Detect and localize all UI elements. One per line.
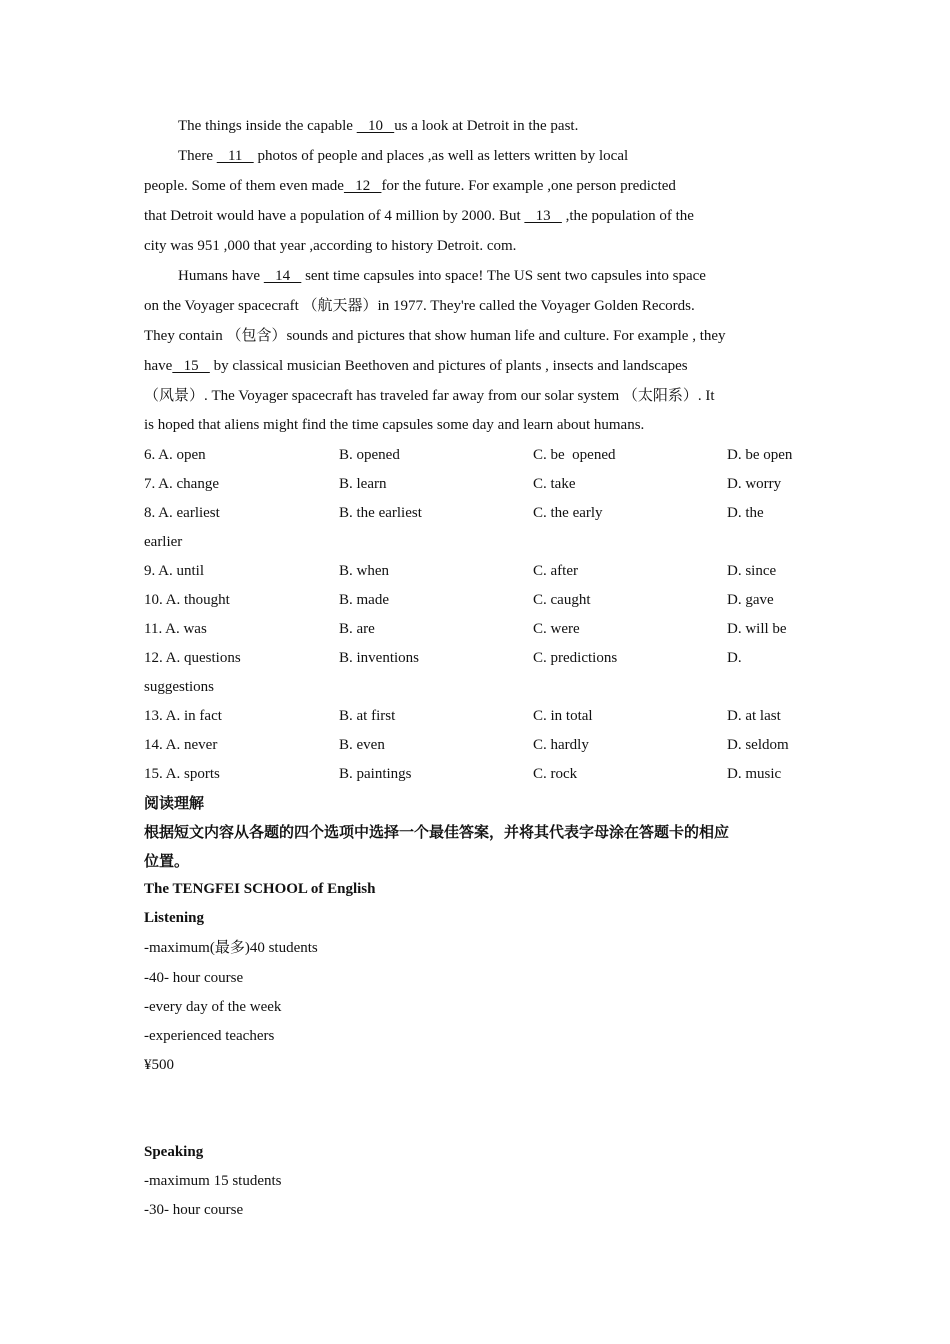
speaking-item: -maximum 15 students	[144, 1173, 282, 1189]
instruction-line: 位置。	[144, 852, 190, 870]
option-d: D. seldom	[727, 737, 789, 753]
option-a: 13. A. in fact	[144, 708, 222, 724]
passage-line: The things inside the capable 10 us a look at Detroit in the past.	[178, 118, 579, 134]
passage-line: （风景）. The Voyager spacecraft has traveled far away from our solar system （太阳系）. It	[144, 388, 715, 404]
option-b: B. even	[339, 737, 385, 753]
option-d: D. music	[727, 766, 782, 782]
option-b: B. when	[339, 563, 389, 579]
option-c: C. rock	[533, 766, 578, 782]
option-b: B. the earliest	[339, 505, 422, 521]
option-c: C. take	[533, 476, 576, 492]
option-c: C. be opened	[533, 447, 616, 463]
passage-line: is hoped that aliens might find the time capsules some day and learn about humans.	[144, 417, 645, 433]
listening-item: -every day of the week	[144, 999, 282, 1015]
option-c: C. the early	[533, 505, 603, 521]
option-c: C. in total	[533, 708, 593, 724]
listening-item: -40- hour course	[144, 970, 244, 986]
option-d: D. worry	[727, 476, 782, 492]
listening-title: Listening	[144, 910, 205, 926]
passage-line: They contain （包含）sounds and pictures that show human life and culture. For example , they	[144, 328, 726, 344]
option-b: B. paintings	[339, 766, 412, 782]
option-a: 14. A. never	[144, 737, 218, 753]
listening-item: -maximum(最多)40 students	[144, 940, 318, 956]
option-a: 12. A. questions	[144, 650, 241, 666]
option-wrap-text: earlier	[144, 534, 183, 550]
option-a: 6. A. open	[144, 447, 206, 463]
option-c: C. predictions	[533, 650, 618, 666]
option-a: 8. A. earliest	[144, 505, 220, 521]
option-d: D. be open	[727, 447, 793, 463]
option-d: D. at last	[727, 708, 781, 724]
option-c: C. hardly	[533, 737, 589, 753]
option-b: B. at first	[339, 708, 396, 724]
option-c: C. caught	[533, 592, 591, 608]
option-wrap-text: suggestions	[144, 679, 215, 695]
ad-title: The TENGFEI SCHOOL of English	[144, 881, 376, 897]
speaking-title: Speaking	[144, 1144, 204, 1160]
option-a: 11. A. was	[144, 621, 207, 637]
passage-line: have 15 by classical musician Beethoven and pictures of plants , insects and landscapes	[144, 358, 688, 374]
passage-line: Humans have 14 sent time capsules into space! The US sent two capsules into space	[178, 268, 706, 284]
option-b: B. opened	[339, 447, 400, 463]
option-d: D. since	[727, 563, 777, 579]
section-heading: 阅读理解	[144, 794, 205, 812]
passage-line: that Detroit would have a population of 4 million by 2000. But 13 ,the population of the	[144, 208, 694, 224]
passage-line: on the Voyager spacecraft （航天器）in 1977. They're called the Voyager Golden Records.	[144, 298, 695, 314]
option-c: C. after	[533, 563, 578, 579]
listening-item: ¥500	[144, 1057, 174, 1073]
option-b: B. are	[339, 621, 375, 637]
option-b: B. learn	[339, 476, 387, 492]
passage-line: There 11 photos of people and places ,as well as letters written by local	[178, 148, 629, 164]
option-b: B. made	[339, 592, 389, 608]
option-d: D. the	[727, 505, 764, 521]
option-a: 15. A. sports	[144, 766, 220, 782]
option-d: D. gave	[727, 592, 774, 608]
option-b: B. inventions	[339, 650, 420, 666]
listening-item: -experienced teachers	[144, 1028, 275, 1044]
option-d: D. will be	[727, 621, 787, 637]
option-a: 9. A. until	[144, 563, 205, 579]
speaking-item: -30- hour course	[144, 1202, 244, 1218]
passage-line: people. Some of them even made 12 for the future. For example ,one person predicted	[144, 178, 676, 194]
instruction-line: 根据短文内容从各题的四个选项中选择一个最佳答案，并将其代表字母涂在答题卡的相应	[144, 823, 730, 841]
option-a: 7. A. change	[144, 476, 219, 492]
option-c: C. were	[533, 621, 580, 637]
passage-line: city was 951 ,000 that year ,according to history Detroit. com.	[144, 238, 517, 254]
option-d: D.	[727, 650, 742, 666]
option-a: 10. A. thought	[144, 592, 230, 608]
